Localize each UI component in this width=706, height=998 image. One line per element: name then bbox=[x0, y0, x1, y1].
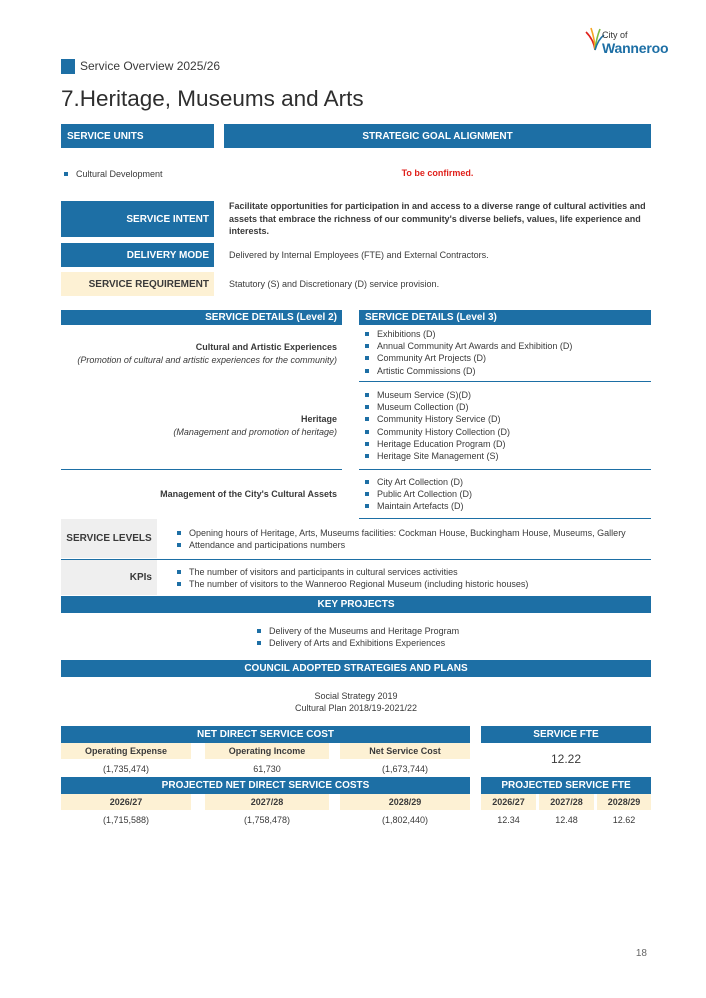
service-detail-row bbox=[61, 341, 337, 366]
service-detail-title: Heritage bbox=[300, 414, 337, 424]
service-levels-list bbox=[174, 527, 651, 551]
service-detail-subtitle: (Promotion of cultural and artistic experiences for the community) bbox=[77, 354, 337, 365]
service-levels-label: SERVICE LEVELS bbox=[61, 519, 157, 558]
key-projects-list bbox=[254, 625, 554, 649]
table-cell: (1,758,478) bbox=[243, 815, 291, 825]
service-intent-label: SERVICE INTENT bbox=[61, 201, 214, 237]
divider bbox=[359, 518, 651, 519]
list-item: Maintain Artefacts (D) bbox=[362, 500, 651, 512]
table-cell: (1,802,440) bbox=[381, 815, 429, 825]
delivery-mode-label: DELIVERY MODE bbox=[61, 243, 214, 267]
section-marker bbox=[61, 59, 75, 74]
table-header-cell: 2027/28 bbox=[539, 794, 594, 810]
page-number: 18 bbox=[635, 948, 647, 959]
list-item: The number of visitors and participants in cultural services activities bbox=[174, 566, 651, 578]
list-item: Heritage Education Program (D) bbox=[362, 438, 651, 450]
table-cell: (1,735,474) bbox=[102, 764, 150, 774]
service-fte-value: 12.22 bbox=[550, 752, 582, 766]
net-direct-cost-header: NET DIRECT SERVICE COST bbox=[61, 726, 470, 743]
service-requirement-value: Statutory (S) and Discretionary (D) service provision. bbox=[229, 279, 440, 289]
service-detail-title: Management of the City's Cultural Assets bbox=[160, 489, 337, 499]
table-cell: 12.48 bbox=[555, 815, 578, 825]
service-details-level2-header: SERVICE DETAILS (Level 2) bbox=[61, 310, 342, 325]
service-unit-item: Cultural Development bbox=[61, 168, 214, 180]
strategic-goal-header: STRATEGIC GOAL ALIGNMENT bbox=[224, 124, 651, 148]
service-detail-level3-list bbox=[362, 389, 651, 462]
council-strategies-header: COUNCIL ADOPTED STRATEGIES AND PLANS bbox=[61, 660, 651, 677]
delivery-mode-value: Delivered by Internal Employees (FTE) and External Contractors. bbox=[229, 250, 489, 260]
service-fte-header: SERVICE FTE bbox=[481, 726, 651, 743]
strategic-goal-value: To be confirmed. bbox=[401, 168, 474, 178]
table-header-cell: 2028/29 bbox=[597, 794, 651, 810]
service-intent-value: Facilitate opportunities for participation in and access to a diverse range of cultural activities and assets that embrace the richness of our community's diverse beliefs, values, life experience and interests. bbox=[229, 201, 646, 236]
table-cell: (1,673,744) bbox=[381, 764, 429, 774]
list-item: Delivery of the Museums and Heritage Program bbox=[254, 625, 554, 637]
service-requirement-label: SERVICE REQUIREMENT bbox=[61, 272, 214, 296]
table-header-cell: 2028/29 bbox=[340, 794, 470, 810]
list-item: Museum Collection (D) bbox=[362, 401, 651, 413]
service-detail-row bbox=[61, 488, 337, 501]
list-item: Heritage Site Management (S) bbox=[362, 450, 651, 462]
table-cell: 12.62 bbox=[612, 815, 636, 825]
list-item: Artistic Commissions (D) bbox=[362, 365, 651, 377]
projected-fte-header: PROJECTED SERVICE FTE bbox=[481, 777, 651, 794]
list-item: City Art Collection (D) bbox=[362, 476, 651, 488]
service-detail-subtitle: (Management and promotion of heritage) bbox=[173, 426, 337, 437]
table-header-cell: 2026/27 bbox=[481, 794, 536, 810]
service-detail-row bbox=[61, 413, 337, 438]
service-units-list bbox=[61, 168, 214, 180]
list-item: Delivery of Arts and Exhibitions Experiences bbox=[254, 637, 554, 649]
kpis-label: KPIs bbox=[61, 560, 157, 595]
divider bbox=[359, 381, 651, 382]
table-header-cell: Operating Expense bbox=[61, 743, 191, 759]
list-item: Exhibitions (D) bbox=[362, 328, 651, 340]
service-detail-level3-list bbox=[362, 328, 651, 377]
divider bbox=[61, 469, 342, 470]
table-header-cell: 2027/28 bbox=[205, 794, 329, 810]
list-item: Cultural Plan 2018/19-2021/22 bbox=[294, 703, 418, 713]
council-strategies-list bbox=[61, 690, 651, 714]
table-cell: (1,715,588) bbox=[102, 815, 150, 825]
projected-costs-header: PROJECTED NET DIRECT SERVICE COSTS bbox=[61, 777, 470, 794]
table-header-cell: Operating Income bbox=[205, 743, 329, 759]
list-item: Annual Community Art Awards and Exhibition (D) bbox=[362, 340, 651, 352]
service-units-header: SERVICE UNITS bbox=[61, 124, 214, 148]
list-item: Community Art Projects (D) bbox=[362, 352, 651, 364]
service-details-level3-header: SERVICE DETAILS (Level 3) bbox=[359, 310, 651, 325]
kpis-list bbox=[174, 566, 651, 590]
list-item: The number of visitors to the Wanneroo Regional Museum (including historic houses) bbox=[174, 578, 651, 590]
service-detail-title: Cultural and Artistic Experiences bbox=[195, 342, 337, 352]
key-projects-header: KEY PROJECTS bbox=[61, 596, 651, 613]
table-cell: 61,730 bbox=[253, 764, 281, 774]
list-item: Attendance and participations numbers bbox=[174, 539, 651, 551]
logo-wanneroo-text: Wanneroo bbox=[602, 40, 669, 56]
city-logo bbox=[585, 26, 675, 64]
table-header-cell: 2026/27 bbox=[61, 794, 191, 810]
list-item: Museum Service (S)(D) bbox=[362, 389, 651, 401]
divider bbox=[359, 469, 651, 470]
page-title: 7.Heritage, Museums and Arts bbox=[61, 86, 364, 111]
list-item: Social Strategy 2019 bbox=[314, 691, 398, 701]
table-cell: 12.34 bbox=[497, 815, 520, 825]
service-detail-level3-list bbox=[362, 476, 651, 513]
table-header-cell: Net Service Cost bbox=[340, 743, 470, 759]
list-item: Community History Collection (D) bbox=[362, 426, 651, 438]
logo-city-text: City of bbox=[602, 30, 628, 40]
list-item: Community History Service (D) bbox=[362, 413, 651, 425]
list-item: Public Art Collection (D) bbox=[362, 488, 651, 500]
list-item: Opening hours of Heritage, Arts, Museums facilities: Cockman House, Buckingham House, Museums, Gallery bbox=[174, 527, 651, 539]
section-label: Service Overview 2025/26 bbox=[80, 59, 221, 73]
